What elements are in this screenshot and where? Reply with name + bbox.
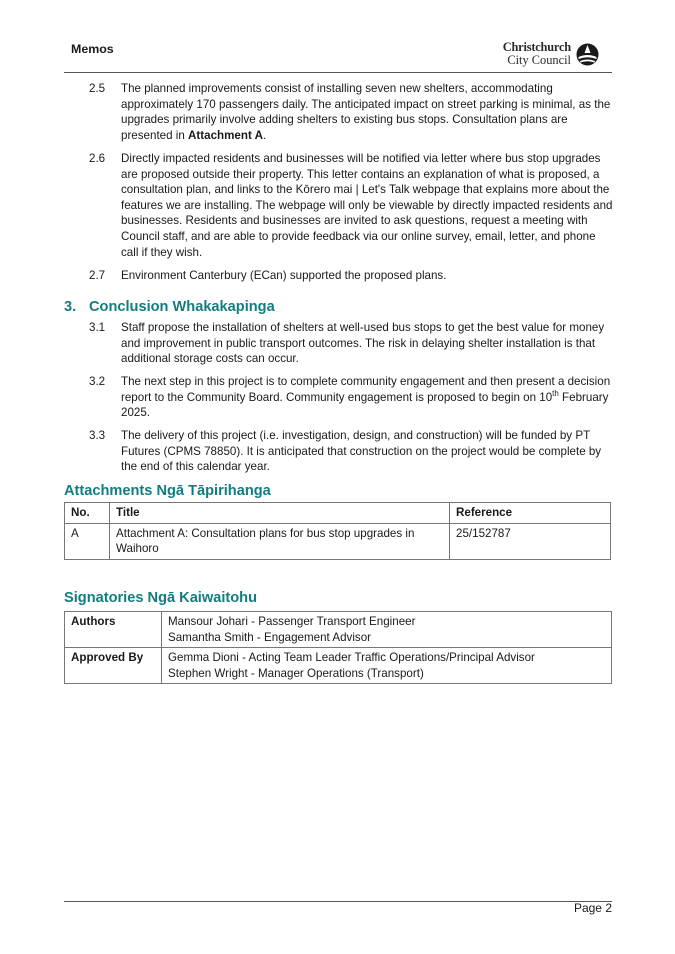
table-header-row (65, 503, 611, 524)
paragraph-3-3 (89, 428, 614, 475)
paragraph-text: Staff propose the installation of shelters at well-used bus stops to get the best value for money and improvement in public transport outcomes. The risk in delaying shelter installation is that additional storage costs can occur. (121, 321, 605, 366)
logo-line-2: City Council (507, 52, 571, 67)
paragraph-2-6 (89, 151, 614, 260)
column-header-title: Title (110, 503, 450, 524)
attachments-heading: Attachments Ngā Tāpirihanga (64, 483, 271, 499)
signatory-role-label: Approved By (65, 648, 162, 684)
paragraph-2-5 (89, 81, 614, 143)
attachment-no: A (65, 523, 110, 559)
council-logo (498, 41, 600, 68)
signatory-name: Gemma Dioni - Acting Team Leader Traffic Operations/Principal Advisor (168, 651, 535, 665)
council-emblem-icon (575, 42, 600, 67)
ordinal-suffix: th (552, 388, 559, 398)
attachment-reference: Attachment A (188, 128, 263, 142)
paragraph-2-7 (89, 268, 614, 284)
page-number: Page 2 (573, 901, 612, 915)
paragraph-number: 2.7 (89, 269, 106, 282)
signatory-names (162, 612, 612, 648)
header-rule (64, 72, 612, 73)
logo-line-1: Christchurch (502, 40, 571, 54)
signatory-role-label: Authors (65, 612, 162, 648)
signatory-name: Stephen Wright - Manager Operations (Transport) (168, 666, 424, 680)
paragraph-number: 3.2 (89, 375, 106, 388)
attachment-reference: 25/152787 (450, 523, 611, 559)
table-row (65, 523, 611, 559)
paragraph-text: The next step in this project is to complete community engagement and then present a decision report to the Community Board. Community engagement is proposed to begin on 10 (121, 375, 611, 404)
signatory-name: Samantha Smith - Engagement Advisor (168, 630, 371, 644)
header-title: Memos (71, 42, 114, 56)
paragraph-text-end: February 2025. (121, 390, 609, 420)
paragraph-number: 2.6 (89, 152, 106, 165)
paragraph-number: 3.1 (89, 321, 106, 334)
column-header-reference: Reference (450, 503, 611, 524)
paragraph-text: Directly impacted residents and businesses will be notified via letter where bus stop upgrades are proposed outside their property. This letter contains an explanation of what is proposed, a consultation plan, and links to the Kōrero mai | Let's Talk webpage that explains more about the features we are installing. The webpage will only be viewable by directly impacted residents and businesses. Residents and businesses are invited to ask questions, request a meeting with Council staff, and are able to provide feedback via our online survey, email, letter, and phone call if they wish. (121, 152, 613, 259)
table-row (65, 648, 612, 684)
attachment-title: Attachment A: Consultation plans for bus stop upgrades in Waihoro (110, 523, 450, 559)
paragraph-text: Environment Canterbury (ECan) supported the proposed plans. (121, 269, 447, 282)
paragraph-3-2 (89, 374, 614, 421)
paragraph-3-1 (89, 320, 614, 367)
signatories-heading: Signatories Ngā Kaiwaitohu (64, 590, 257, 606)
paragraph-text: The delivery of this project (i.e. investigation, design, and construction) will be funded by PT Futures (CPMS 78850). It is anticipated that construction on the project would be complete by the end of this calendar year. (121, 429, 602, 474)
paragraph-number: 2.5 (89, 82, 106, 95)
attachments-table (64, 502, 611, 560)
paragraph-text: The planned improvements consist of installing seven new shelters, accommodating approximately 170 passengers daily. The anticipated impact on street parking is minimal, as the upgrades primarily involve adding shelters to existing bus stops. Consultation plans are presented in (121, 82, 611, 142)
paragraph-number: 3.3 (89, 429, 106, 442)
footer-rule (64, 901, 612, 902)
table-row (65, 612, 612, 648)
paragraph-text-end: . (262, 128, 267, 142)
signatory-name: Mansour Johari - Passenger Transport Engineer (168, 615, 416, 628)
column-header-no: No. (65, 503, 110, 524)
signatory-names (162, 648, 612, 684)
signatories-table (64, 611, 612, 684)
section-3-heading: 3. Conclusion Whakakapinga (64, 299, 275, 315)
